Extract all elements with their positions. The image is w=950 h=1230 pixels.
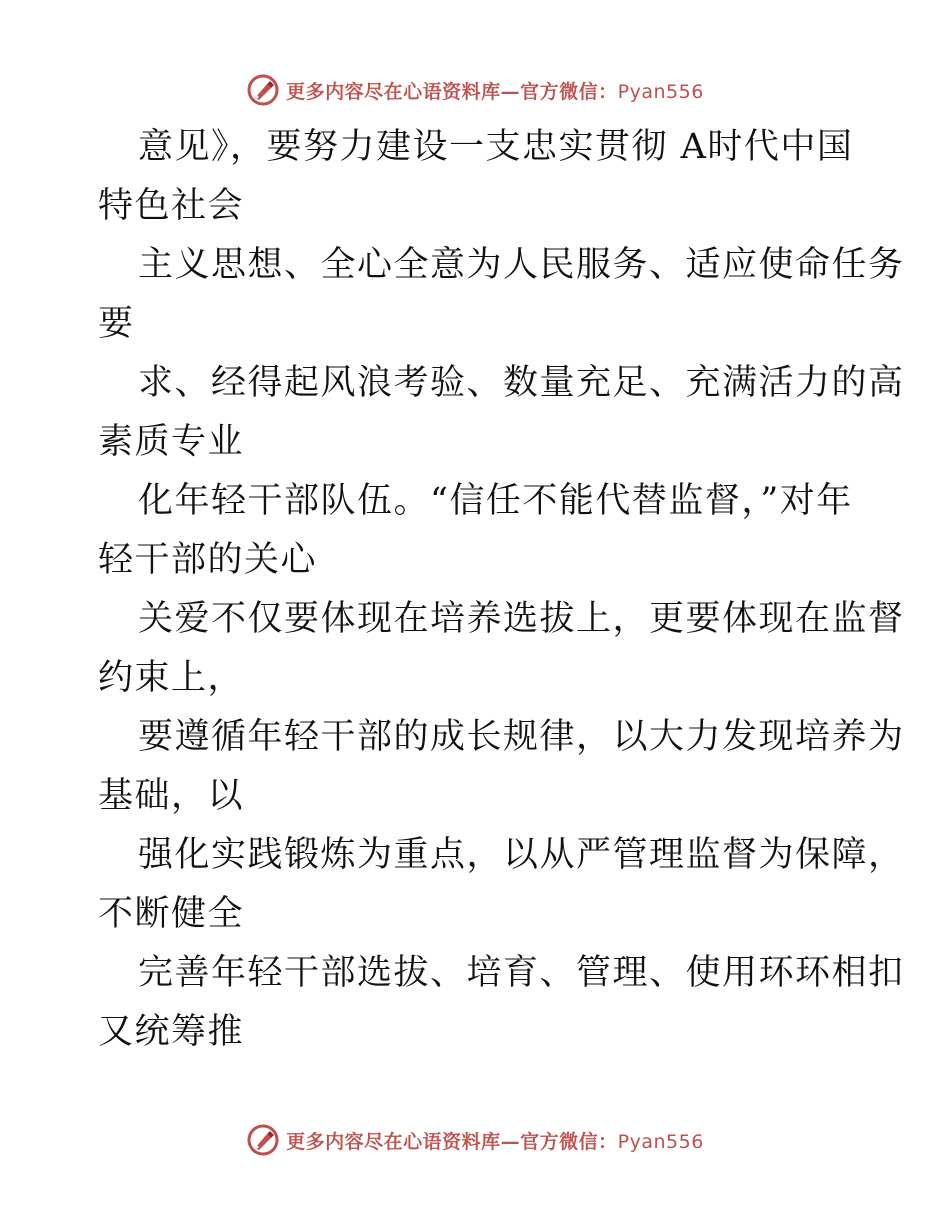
footer-watermark bbox=[0, 1120, 950, 1160]
watermark-text: 更多内容尽在心语资料库—官方微信：Pyan556 bbox=[286, 80, 704, 103]
text-line: 不断健全 bbox=[98, 894, 245, 934]
text-line: 意见》，要努力建设一支忠实贯彻 A时代中国 bbox=[138, 127, 854, 167]
pen-logo-icon bbox=[246, 1123, 280, 1157]
watermark-text: 更多内容尽在心语资料库—官方微信：Pyan556 bbox=[286, 1130, 704, 1153]
text-line: 主义思想、全心全意为人民服务、适应使命任务 bbox=[138, 245, 905, 285]
text-line: 约束上， bbox=[98, 658, 245, 698]
text-line: 强化实践锻炼为重点，以从严管理监督为保障， bbox=[138, 835, 905, 875]
text-line: 特色社会 bbox=[98, 186, 245, 226]
text-line: 轻干部的关心 bbox=[98, 540, 318, 580]
text-line: 化年轻干部队伍。“信任不能代替监督，”对年 bbox=[138, 481, 853, 521]
text-line: 又统筹推 bbox=[98, 1012, 245, 1052]
text-line: 基础，以 bbox=[98, 776, 245, 816]
text-line: 素质专业 bbox=[98, 422, 245, 462]
text-line: 关爱不仅要体现在培养选拔上，更要体现在监督 bbox=[138, 599, 905, 639]
document-body bbox=[98, 118, 905, 1062]
text-line: 完善年轻干部选拔、培育、管理、使用环环相扣 bbox=[138, 953, 905, 993]
text-line: 要 bbox=[98, 304, 135, 344]
text-line: 求、经得起风浪考验、数量充足、充满活力的高 bbox=[138, 363, 905, 403]
header-watermark bbox=[0, 70, 950, 110]
pen-logo-icon bbox=[246, 73, 280, 107]
text-line: 要遵循年轻干部的成长规律，以大力发现培养为 bbox=[138, 717, 905, 757]
